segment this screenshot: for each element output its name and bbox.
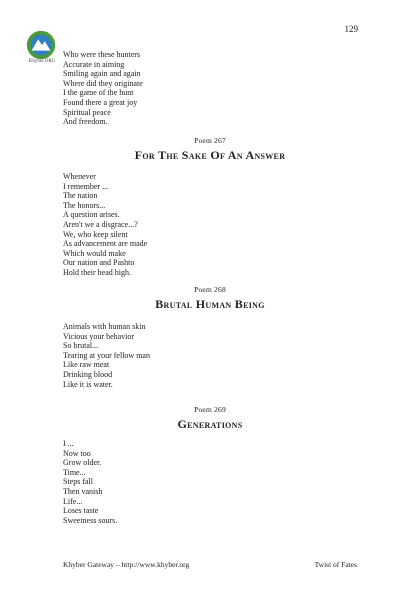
stanza-line: A question arises. [63,210,120,220]
stanza-line: Hold their head high. [63,267,131,277]
poem-title: Brutal Human Being [155,297,265,311]
stanza-line: The nation [63,191,98,201]
stanza-line: So brutal... [63,341,99,351]
stanza-line: Like raw meat [63,360,110,370]
stanza-line: As advancement are made [63,239,148,249]
poem-title: Generations [177,417,243,431]
stanza-line: Found there a great joy [63,97,138,107]
stanza-line: Accurate in aiming [63,59,125,69]
poem-title: For The Sake Of An Answer [134,148,286,162]
stanza-line: Who were these hunters [63,50,141,59]
stanza-line: Smiling again and again [63,69,141,79]
stanza-line: Steps fall [63,477,93,487]
stanza-line: Grow older. [63,458,102,468]
stanza-line: Tearing at your fellow man [63,350,150,360]
stanza-line: Sweetness sours. [63,515,118,525]
stanza-line: Animals with human skin [63,322,146,331]
poem-body [63,322,150,389]
stanza-line: Which would make [63,248,126,258]
stanza-line: Life... [63,496,83,506]
stanza-line: We, who keep silent [63,229,128,239]
logo-caption: Khyber.ORG [28,59,56,64]
poem-number: Poem 268 [194,285,226,294]
stanza-line: Drinking blood [63,369,113,379]
stanza-line: I remember ... [63,181,109,191]
stanza-line: Vicious your behavior [63,331,135,341]
stanza-line: And freedom. [63,117,108,127]
stanza-line: The honors... [63,200,106,210]
stanza-line: Like it is water. [63,379,113,389]
stanza-line: Where did they originate [63,78,143,88]
stanza-line: Then vanish [63,486,103,496]
footer-book-title: Twist of Fates [314,560,357,569]
poem-body [63,172,147,278]
stanza-line: Our nation and Pashto [63,258,135,268]
footer-site: Khyber Gateway – http://www.khyber.org [63,560,190,569]
khyber-logo-icon [22,28,60,62]
stanza-line: Spiritual peace [63,107,111,117]
page-number: 129 [344,24,358,34]
stanza-line: Loses taste [63,506,99,516]
stanza-line: Time... [63,467,86,477]
poem-body [63,439,117,525]
poem-number: Poem 267 [194,136,226,145]
stanza-line: Now too [63,448,91,458]
stanza-line: I the game of the hunt [63,88,134,98]
stanza-line: Whenever [63,172,96,181]
stanza-line: Aren't we a disgrace...? [63,219,138,229]
stanza-line: I ... [63,439,74,448]
intro-stanza [63,50,143,127]
poem-number: Poem 269 [194,405,226,414]
